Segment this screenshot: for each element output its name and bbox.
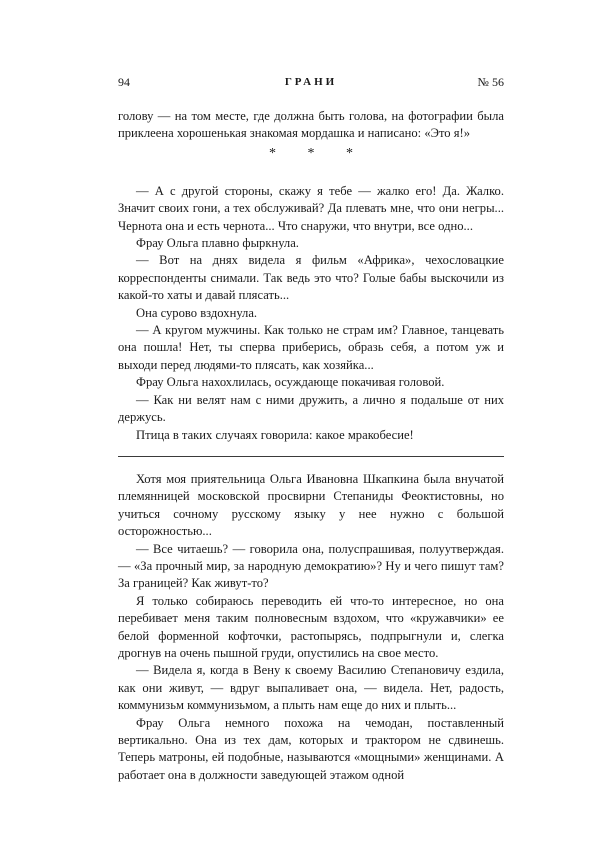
paragraph: — Вот на днях видела я фильм «Африка», чехословацкие корреспонденты снимали. Так ведь это что? Голые бабы выскочили из какой-то хаты и давай плясать... (118, 253, 504, 303)
paragraph: Фрау Ольга плавно фыркнула. (136, 236, 299, 251)
section-break-asterisks: * * * (269, 145, 367, 161)
section-divider-line (118, 456, 504, 457)
issue-number: № 56 (477, 75, 504, 89)
running-header (118, 74, 504, 90)
paragraph: Я только собираюсь переводить ей что-то интересное, но она перебивает меня таким полновесным вздохом, что «кружавчики» ее белой форменной кофточки, растопырясь, подпрыгнули и, слегка дрогнув на очень пышной груди, опустились на свое место. (118, 593, 504, 660)
paragraph: — А кругом мужчины. Как только не страм им? Главное, танцевать она пошла! Нет, ты сперва приберись, образь себя, а потом уж и выходи перед людями-то плясать, как хозяйка... (118, 323, 504, 372)
paragraph: Она сурово вздохнула. (136, 305, 258, 320)
paragraph: — А с другой стороны, скажу я тебе — жалко его! Да. Жалко. Значит своих гони, а тех обслуживай? Да плевать мне, что они негры... Чернота она и есть чернота... Что снаружи, что внутри, все одно... (118, 183, 504, 233)
paragraph: — Все читаешь? — говорила она, полуспрашивая, полуутверждая. — «За прочный мир, за народную демократию»? Ну и чего пишут там? За границей? Как живут-то? (118, 541, 504, 591)
paragraph: — Как ни велят нам с ними дружить, а лично я подальше от них держусь. (118, 392, 504, 425)
page-number: 94 (118, 75, 130, 89)
paragraph: Фрау Ольга немного похожа на чемодан, поставленный вертикально. Она из тех дам, которых и трактором не сдвинешь. Теперь матроны, ей подобные, называются «мощными» женщинами. А работает она в должности заведующей этажом одной (118, 715, 504, 782)
book-page (118, 74, 504, 784)
paragraph: Хотя моя приятельница Ольга Ивановна Шкапкина была внучатой племянницей московской просвирни Степаниды Феоктистовны, но учиться сочному русскому языку у нее нужно с большой осторожностью... (118, 471, 504, 539)
journal-title: ГРАНИ (284, 76, 338, 88)
paragraph: Птица в таких случаях говорила: какое мракобесие! (136, 427, 414, 442)
paragraph: голову — на том месте, где должна быть голова, на фотографии была приклеена хорошенькая знакомая мордашка и написано: «Это я!» (118, 109, 504, 141)
paragraph: Фрау Ольга нахохлилась, осуждающе покачивая головой. (136, 375, 445, 390)
paragraph: — Видела я, когда в Вену к своему Василию Степановичу ездила, как они живут, — вдруг выпаливает она, — видела. Нет, радость, коммунизьм коммунизьмом, а плыть нам еще до них и плыть... (118, 663, 504, 713)
